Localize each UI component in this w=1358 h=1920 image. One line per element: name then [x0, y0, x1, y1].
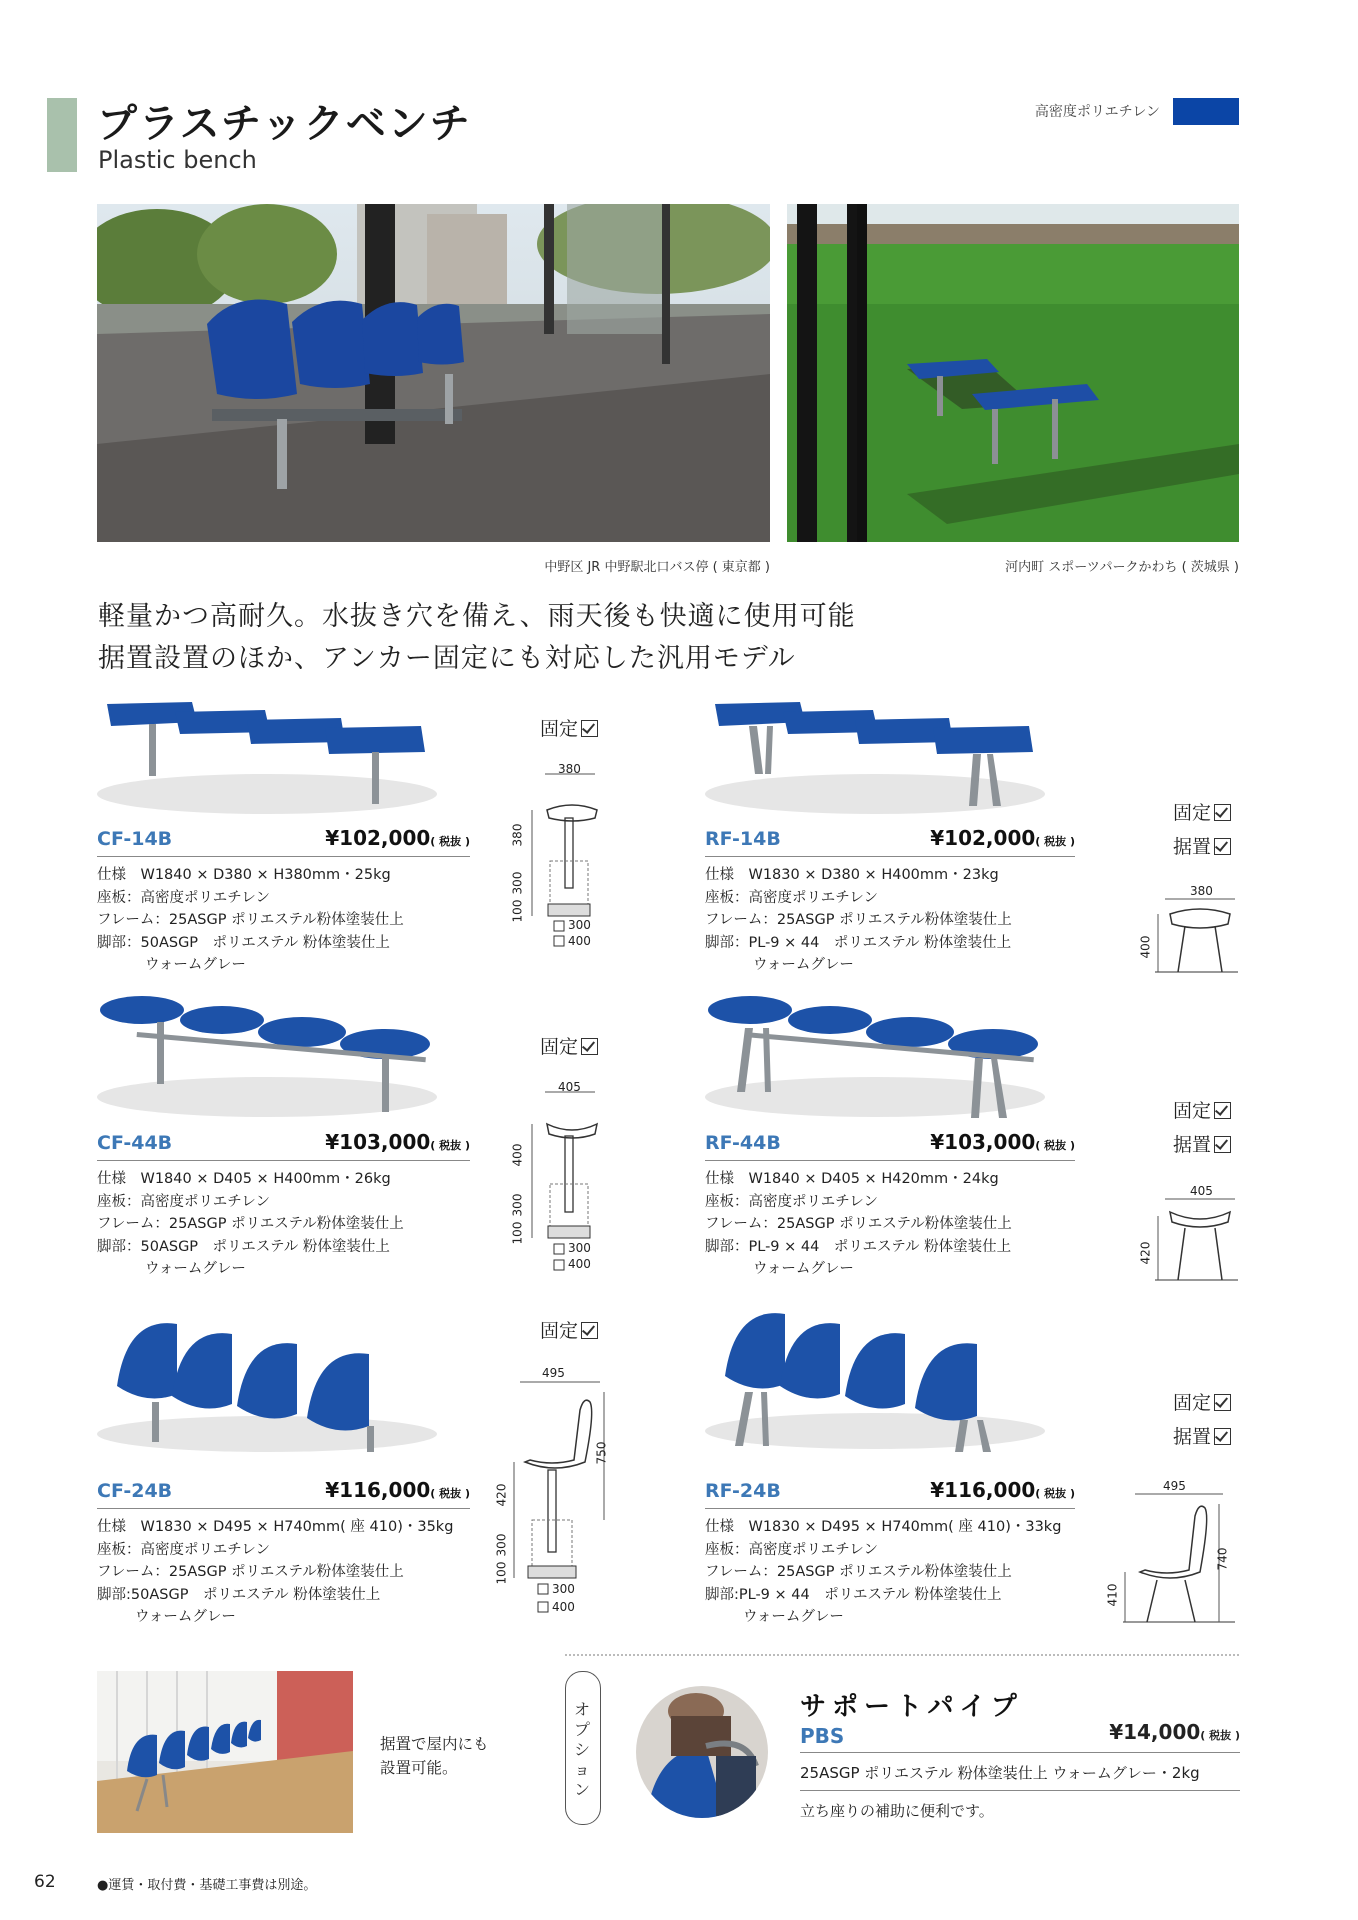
dim-square-2: 400 [568, 934, 591, 948]
divider [705, 1160, 1075, 1161]
option-label: オプション [574, 1700, 591, 1799]
photo-caption-left: 中野区 JR 中野駅北口バス停 ( 東京都 ) [544, 560, 770, 575]
dimension-drawing-cf14b [510, 762, 610, 966]
photo-indoor [97, 1671, 353, 1833]
dim-square-1: 300 [568, 918, 591, 932]
dim-foundation: 100 [510, 899, 525, 923]
product-price-cf24b: ¥116,000( 税抜 ) [325, 1478, 470, 1502]
dim-depth: 380 [1190, 884, 1213, 898]
product-code-cf14b: CF-14B [97, 828, 173, 850]
product-price-rf44b: ¥103,000( 税抜 ) [930, 1130, 1075, 1154]
dim-base: 300 [510, 1193, 525, 1217]
dimension-drawing-rf24b [1095, 1476, 1239, 1626]
section-divider [565, 1654, 1239, 1656]
fixed-check-rf14b: 固定 [1173, 798, 1231, 825]
page-subtitle: Plastic bench [98, 146, 257, 174]
checkbox-icon [1214, 1102, 1231, 1119]
dim-depth: 495 [542, 1366, 565, 1380]
checkbox-icon [1214, 1136, 1231, 1153]
fixed-check-cf24b: 固定 [540, 1316, 598, 1343]
product-image-cf24b [97, 1306, 437, 1456]
divider [97, 1508, 470, 1509]
photo-support-pipe [636, 1686, 768, 1818]
option-spec: 25ASGP ポリエステル 粉体塗装仕上 ウォームグレー・2kg [800, 1764, 1200, 1782]
divider [705, 856, 1075, 857]
divider [705, 1508, 1075, 1509]
product-price-cf44b: ¥103,000( 税抜 ) [325, 1130, 470, 1154]
dim-height: 420 [494, 1483, 509, 1507]
photo-caption-right: 河内町 スポーツパークかわち ( 茨城県 ) [1005, 560, 1239, 575]
option-code: PBS [800, 1724, 845, 1748]
product-code-rf44b: RF-44B [705, 1132, 781, 1154]
dim-foundation: 100 [510, 1221, 525, 1245]
photo-bus-stop [97, 204, 770, 542]
dim-base: 300 [510, 871, 525, 895]
dim-height: 400 [1138, 935, 1153, 959]
dim-depth: 405 [1190, 1184, 1213, 1198]
product-code-rf14b: RF-14B [705, 828, 781, 850]
dim-height: 400 [510, 1143, 525, 1167]
product-image-cf14b [97, 694, 437, 820]
checkbox-icon [1214, 838, 1231, 855]
product-image-rf44b [705, 992, 1045, 1122]
lead-line-2: 据置設置のほか、アンカー固定にも対応した汎用モデル [98, 643, 796, 674]
product-code-rf24b: RF-24B [705, 1480, 781, 1502]
product-code-cf44b: CF-44B [97, 1132, 173, 1154]
dim-base: 300 [494, 1533, 509, 1557]
dim-height: 410 [1105, 1583, 1120, 1607]
product-spec-rf44b: 仕様 W1840 × D405 × H420mm・24kg 座板：高密度ポリエチレン フレーム：25ASGP ポリエステル粉体塗装仕上 脚部：PL-9 × 44 ポリエステル 粉体塗装仕上 ウォームグレー [705, 1171, 1012, 1277]
dim-depth: 495 [1163, 1479, 1186, 1493]
product-image-rf14b [705, 694, 1045, 820]
title-accent-bar [47, 98, 77, 172]
dim-square-2: 400 [568, 1257, 591, 1271]
product-price-rf24b: ¥116,000( 税抜 ) [930, 1478, 1075, 1502]
product-image-cf44b [97, 992, 437, 1122]
product-price-cf14b: ¥102,000( 税抜 ) [325, 826, 470, 850]
divider [97, 856, 470, 857]
dimension-drawing-rf14b [1140, 884, 1240, 974]
dim-total-height: 750 [594, 1441, 609, 1465]
dimension-drawing-cf44b [510, 1080, 610, 1284]
divider [97, 1160, 470, 1161]
fixed-check-rf44b: 固定 [1173, 1096, 1231, 1123]
checkbox-icon [1214, 804, 1231, 821]
product-spec-rf14b: 仕様 W1830 × D380 × H400mm・23kg 座板：高密度ポリエチレン フレーム：25ASGP ポリエステル粉体塗装仕上 脚部：PL-9 × 44 ポリエステル 粉体塗装仕上 ウォームグレー [705, 867, 1012, 973]
material-label: 高密度ポリエチレン [1034, 104, 1160, 120]
dim-total-height: 740 [1215, 1547, 1230, 1571]
material-color-swatch [1173, 98, 1239, 125]
checkbox-icon [581, 1322, 598, 1339]
dim-depth: 380 [558, 762, 581, 776]
footnote: ●運賃・取付費・基礎工事費は別途。 [97, 1878, 317, 1893]
divider [800, 1752, 1240, 1753]
product-spec-cf44b: 仕様 W1840 × D405 × H400mm・26kg 座板：高密度ポリエチレン フレーム：25ASGP ポリエステル粉体塗装仕上 脚部：50ASGP ポリエステル 粉体塗装仕上 ウォームグレー [97, 1171, 404, 1277]
option-price: ¥14,000( 税抜 ) [1109, 1720, 1240, 1744]
dim-height: 380 [510, 823, 525, 847]
lead-line-1: 軽量かつ高耐久。水抜き穴を備え、雨天後も快適に使用可能 [98, 601, 856, 632]
dim-square-2: 400 [552, 1600, 575, 1614]
checkbox-icon [1214, 1394, 1231, 1411]
indoor-note: 据置で屋内にも 設置可能。 [380, 1735, 489, 1777]
product-code-cf24b: CF-24B [97, 1480, 173, 1502]
page-number: 62 [34, 1872, 56, 1892]
page-title: プラスチックベンチ [97, 101, 472, 147]
dim-depth: 405 [558, 1080, 581, 1094]
product-spec-cf24b: 仕様 W1830 × D495 × H740mm( 座 410)・35kg 座板：高密度ポリエチレン フレーム：25ASGP ポリエステル粉体塗装仕上 脚部:50ASGP ポリエステル 粉体塗装仕上 ウォームグレー [97, 1519, 454, 1625]
checkbox-icon [1214, 1428, 1231, 1445]
fixed-check-cf14b: 固定 [540, 714, 598, 741]
dim-square-1: 300 [568, 1241, 591, 1255]
dimension-drawing-rf44b [1140, 1184, 1240, 1284]
checkbox-icon [581, 720, 598, 737]
option-title: サポートパイプ [800, 1692, 1023, 1722]
fixed-check-rf24b: 固定 [1173, 1388, 1231, 1415]
fixed-check-cf44b: 固定 [540, 1032, 598, 1059]
placed-check-rf44b: 据置 [1173, 1130, 1231, 1157]
placed-check-rf24b: 据置 [1173, 1422, 1231, 1449]
placed-check-rf14b: 据置 [1173, 832, 1231, 859]
product-image-rf24b [705, 1296, 1045, 1456]
divider [800, 1790, 1240, 1791]
product-spec-rf24b: 仕様 W1830 × D495 × H740mm( 座 410)・33kg 座板：高密度ポリエチレン フレーム：25ASGP ポリエステル粉体塗装仕上 脚部:PL-9 × 44 ポリエステル 粉体塗装仕上 ウォームグレー [705, 1519, 1062, 1625]
option-note: 立ち座りの補助に便利です。 [800, 1802, 994, 1820]
product-spec-cf14b: 仕様 W1840 × D380 × H380mm・25kg 座板：高密度ポリエチレン フレーム：25ASGP ポリエステル粉体塗装仕上 脚部：50ASGP ポリエステル 粉体塗装仕上 ウォームグレー [97, 867, 404, 973]
photo-sports-park [787, 204, 1239, 542]
dimension-drawing-cf24b [494, 1366, 620, 1630]
dim-height: 420 [1138, 1241, 1153, 1265]
checkbox-icon [581, 1038, 598, 1055]
product-price-rf14b: ¥102,000( 税抜 ) [930, 826, 1075, 850]
dim-square-1: 300 [552, 1582, 575, 1596]
dim-foundation: 100 [494, 1561, 509, 1585]
